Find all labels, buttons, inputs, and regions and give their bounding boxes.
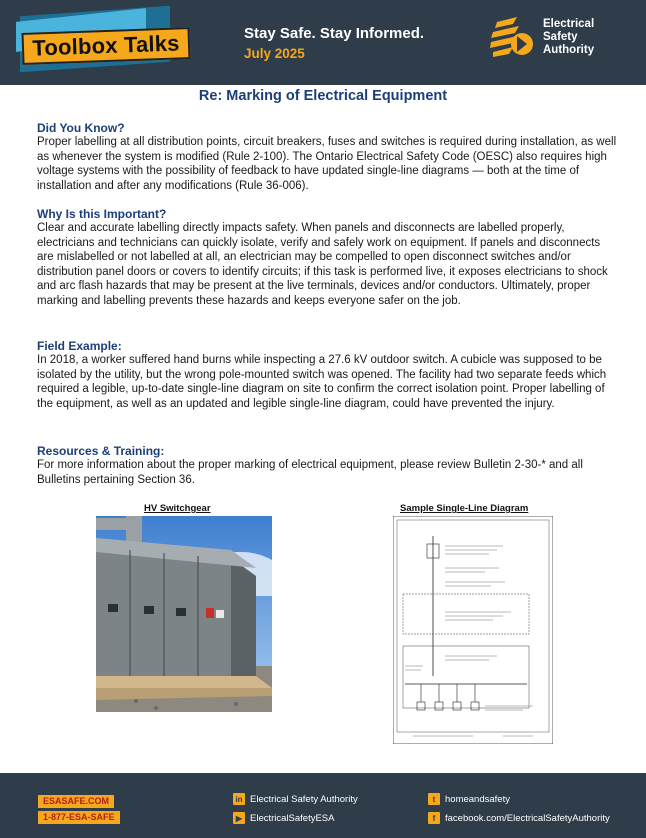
section-body: For more information about the proper marking of electrical equipment, please review Bulletin 2-30-* and all Bulletins pertaining Section 36. xyxy=(37,459,583,486)
section-did-you-know xyxy=(37,121,617,193)
twitter-link[interactable] xyxy=(428,793,510,805)
hv-switchgear-photo xyxy=(96,516,272,712)
section-body: Proper labelling at all distribution points, circuit breakers, fuses and switches is required during installation, as well as whenever the system is modified (Rule 2-100). The Ontario Electrical Safety Code (OESC) also requires high voltage systems with the possibility of feedback to have updated single-line diagrams — both at the time of installation and after any modifications (Rule 36-006). xyxy=(37,136,617,192)
section-body: Clear and accurate labelling directly impacts safety. When panels and disconnects are labelled properly, electricians and technicians can quickly isolate, verify and safely work on equipment. If panels and disconnects are mislabelled or not labelled at all, an electrician may be compelled to open disconnect switches and/or distribution panel doors or covers to identify circuits; if this task is performed live, it exposes electricians to shock and arc flash hazards that may be present at the live terminals, devices and/or conductors. Ultimately, proper marking and labelling prevents these hazards and keeps everyone safer on the job. xyxy=(37,222,608,307)
photo-caption: HV Switchgear xyxy=(144,503,211,514)
page-title: Re: Marking of Electrical Equipment xyxy=(198,88,448,104)
youtube-label: ElectricalSafetyESA xyxy=(250,812,335,824)
diagram-caption: Sample Single-Line Diagram xyxy=(400,503,529,514)
twitter-label: homeandsafety xyxy=(445,793,510,805)
section-heading: Resources & Training: xyxy=(37,444,165,458)
section-heading: Did You Know? xyxy=(37,121,125,135)
section-heading: Field Example: xyxy=(37,339,122,353)
facebook-label: facebook.com/ElectricalSafetyAuthority xyxy=(445,812,610,824)
toolbox-talks-badge xyxy=(21,27,190,65)
section-why-important xyxy=(37,207,617,309)
linkedin-label: Electrical Safety Authority xyxy=(250,793,358,805)
twitter-icon: t xyxy=(428,793,440,805)
esa-logo-icon xyxy=(487,14,533,68)
tagline: Stay Safe. Stay Informed. xyxy=(244,25,425,42)
phone-number[interactable]: 1-877-ESA-SAFE xyxy=(38,811,120,824)
issue-date: July 2025 xyxy=(244,46,305,61)
linkedin-link[interactable] xyxy=(233,793,358,805)
section-field-example xyxy=(37,339,617,411)
facebook-link[interactable] xyxy=(428,812,610,824)
section-heading: Why Is this Important? xyxy=(37,207,167,221)
single-line-diagram xyxy=(393,516,553,744)
youtube-link[interactable] xyxy=(233,812,334,824)
header-banner xyxy=(0,0,646,85)
toolbox-talks-text: Toolbox Talks xyxy=(31,30,180,61)
section-resources xyxy=(37,444,617,487)
linkedin-icon: in xyxy=(233,793,245,805)
youtube-icon: ▶ xyxy=(233,812,245,824)
org-name: Electrical Safety Authority xyxy=(543,18,595,56)
website-link[interactable]: ESASAFE.COM xyxy=(38,795,114,808)
facebook-icon: f xyxy=(428,812,440,824)
footer-banner xyxy=(0,773,646,838)
section-body: In 2018, a worker suffered hand burns while inspecting a 27.6 kV outdoor switch. A cubicle was supposed to be isolated by the utility, but the wrong pole-mounted switch was opened. The facility had two separate feeds which required a legible, up-to-date single-line diagram on site to confirm the correct isolation point. Proper labelling of the equipment, as well as an updated and legible single-line diagram, could have prevented the injury. xyxy=(37,354,607,410)
